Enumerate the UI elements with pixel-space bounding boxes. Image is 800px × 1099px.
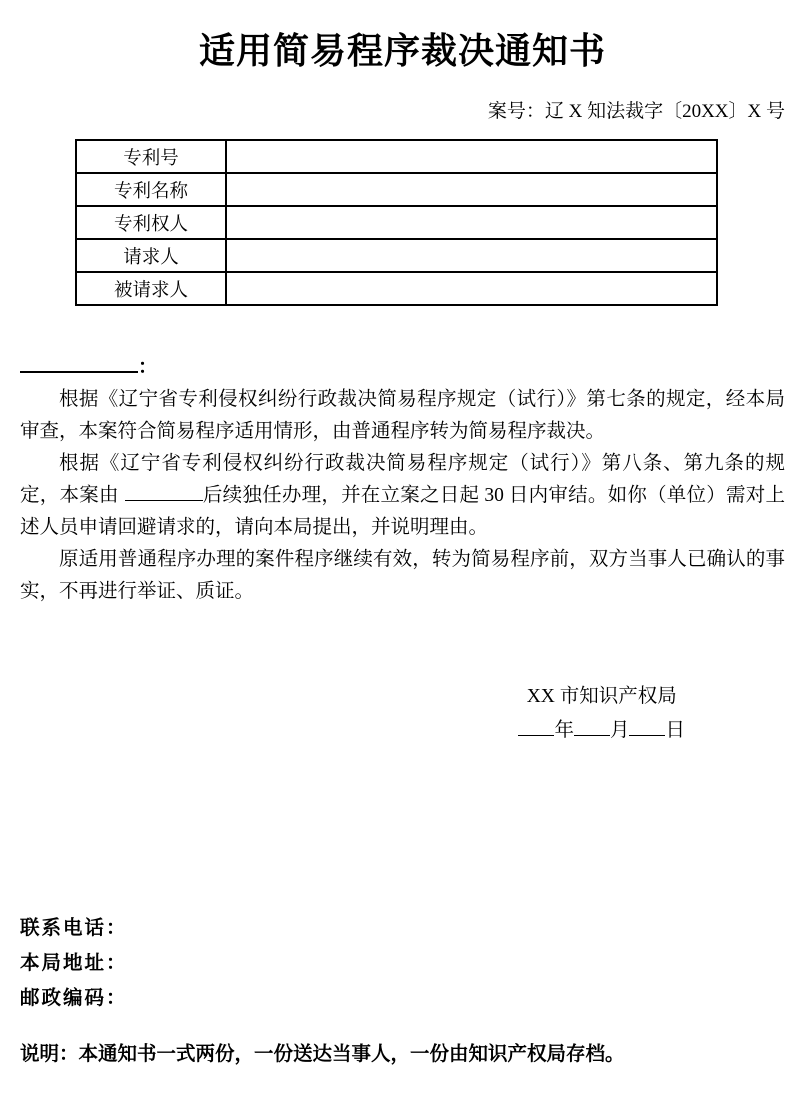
day-label: 日 (665, 720, 685, 741)
addressee-colon: ： (138, 357, 158, 378)
table-row-patent-number (76, 140, 717, 173)
footnote: 说明：本通知书一式两份，一份送达当事人，一份由知识产权局存档。 (20, 1044, 625, 1065)
contact-phone-label: 联系电话： (20, 918, 128, 939)
contact-block (20, 911, 785, 1016)
row-label-patentee: 专利权人 (76, 206, 226, 239)
signature-organization: XX 市知识产权局 (526, 686, 677, 707)
table-row-patent-name (76, 173, 717, 206)
addressee-line (20, 352, 785, 384)
officer-name-blank (125, 482, 203, 502)
table-row-respondent (76, 272, 717, 305)
month-label: 月 (609, 720, 630, 741)
paragraph-2 (20, 448, 785, 544)
patent-info-table (75, 139, 718, 306)
day-blank (629, 717, 665, 737)
document-body (20, 352, 785, 608)
row-label-respondent: 被请求人 (76, 272, 226, 305)
year-label: 年 (554, 720, 574, 741)
table-row-patentee (76, 206, 717, 239)
addressee-blank (20, 354, 138, 374)
signature-block (518, 680, 685, 748)
case-number: 案号：辽 X 知法裁字〔20XX〕X 号 (487, 101, 785, 122)
contact-address-label: 本局地址： (20, 953, 128, 974)
month-blank (574, 717, 610, 737)
year-blank (518, 717, 554, 737)
row-value-respondent (226, 272, 717, 305)
row-label-patent-name: 专利名称 (76, 173, 226, 206)
contact-postcode-label: 邮政编码： (20, 988, 128, 1009)
document-title: 适用简易程序裁决通知书 (198, 31, 606, 71)
row-value-patent-number (226, 140, 717, 173)
signature-date-line (518, 714, 685, 748)
paragraph-3: 原适用普通程序办理的案件程序继续有效，转为简易程序前，双方当事人已确认的事实，不再进行举证、质证。 (20, 549, 785, 602)
row-value-patentee (226, 206, 717, 239)
paragraph-2-text-before-blank: 根据《辽宁省专利侵权纠纷行政裁决简易程序规定（试行）》第八条、第九条的规定，本案由 (20, 453, 785, 506)
table-row-requester (76, 239, 717, 272)
row-value-requester (226, 239, 717, 272)
row-label-patent-number: 专利号 (76, 140, 226, 173)
row-label-requester: 请求人 (76, 239, 226, 272)
paragraph-2-text-after-blank: 后续独任办理，并在立案之日起 30 日内审结。如你（单位）需对上述人员申请回避请求的，请向本局提出，并说明理由。 (20, 485, 785, 538)
row-value-patent-name (226, 173, 717, 206)
paragraph-1: 根据《辽宁省专利侵权纠纷行政裁决简易程序规定（试行）》第七条的规定，经本局审查，本案符合简易程序适用情形，由普通程序转为简易程序裁决。 (20, 389, 785, 442)
